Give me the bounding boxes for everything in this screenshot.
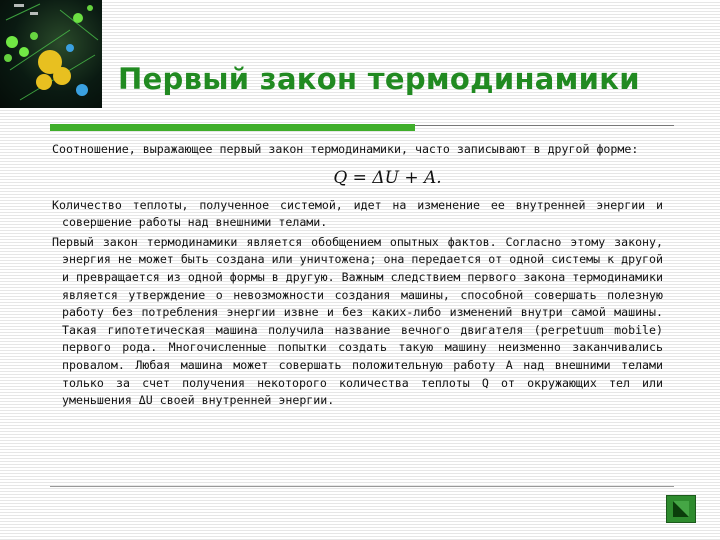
molecule-decoration-icon [0, 0, 102, 108]
slide-content [52, 141, 663, 412]
explanation-paragraph: Количество теплоты, полученное системой, идет на изменение ее внутренней энергии и совершение работы над внешними телами. [52, 197, 663, 230]
body-paragraph: Первый закон термодинамики является обобщением опытных фактов. Согласно этому закону, энергия не может быть создана или уничтожена; она передается от одной системы к другой и превращается из одной формы в другую. Важным следствием первого закона термодинамики является утверждение о невозможности создания машины, способной совершать полезную работу без потребления энергии извне и без каких-либо изменений внутри самой машины. Такая гипотетическая машина получила название вечного двигателя (perpetuum mobile) первого рода. Многочисленные попытки создать такую машину неизменно заканчивались провалом. Любая машина может совершать положительную работу A над внешними телами только за счет получения некоторого количества теплоты Q от окружающих тел или уменьшения ΔU своей внутренней энергии. [52, 234, 663, 408]
triangle-arrow-icon [667, 496, 695, 522]
next-slide-button[interactable] [666, 495, 696, 523]
slide-title: Первый закон термодинамики [118, 62, 640, 96]
corner-decoration-image [0, 0, 102, 108]
footer-divider-line [50, 486, 674, 487]
title-accent-bar [50, 124, 415, 131]
intro-paragraph: Соотношение, выражающее первый закон термодинамики, часто записывают в другой форме: [52, 142, 639, 156]
first-law-formula: Q = ΔU + A. [333, 167, 442, 188]
